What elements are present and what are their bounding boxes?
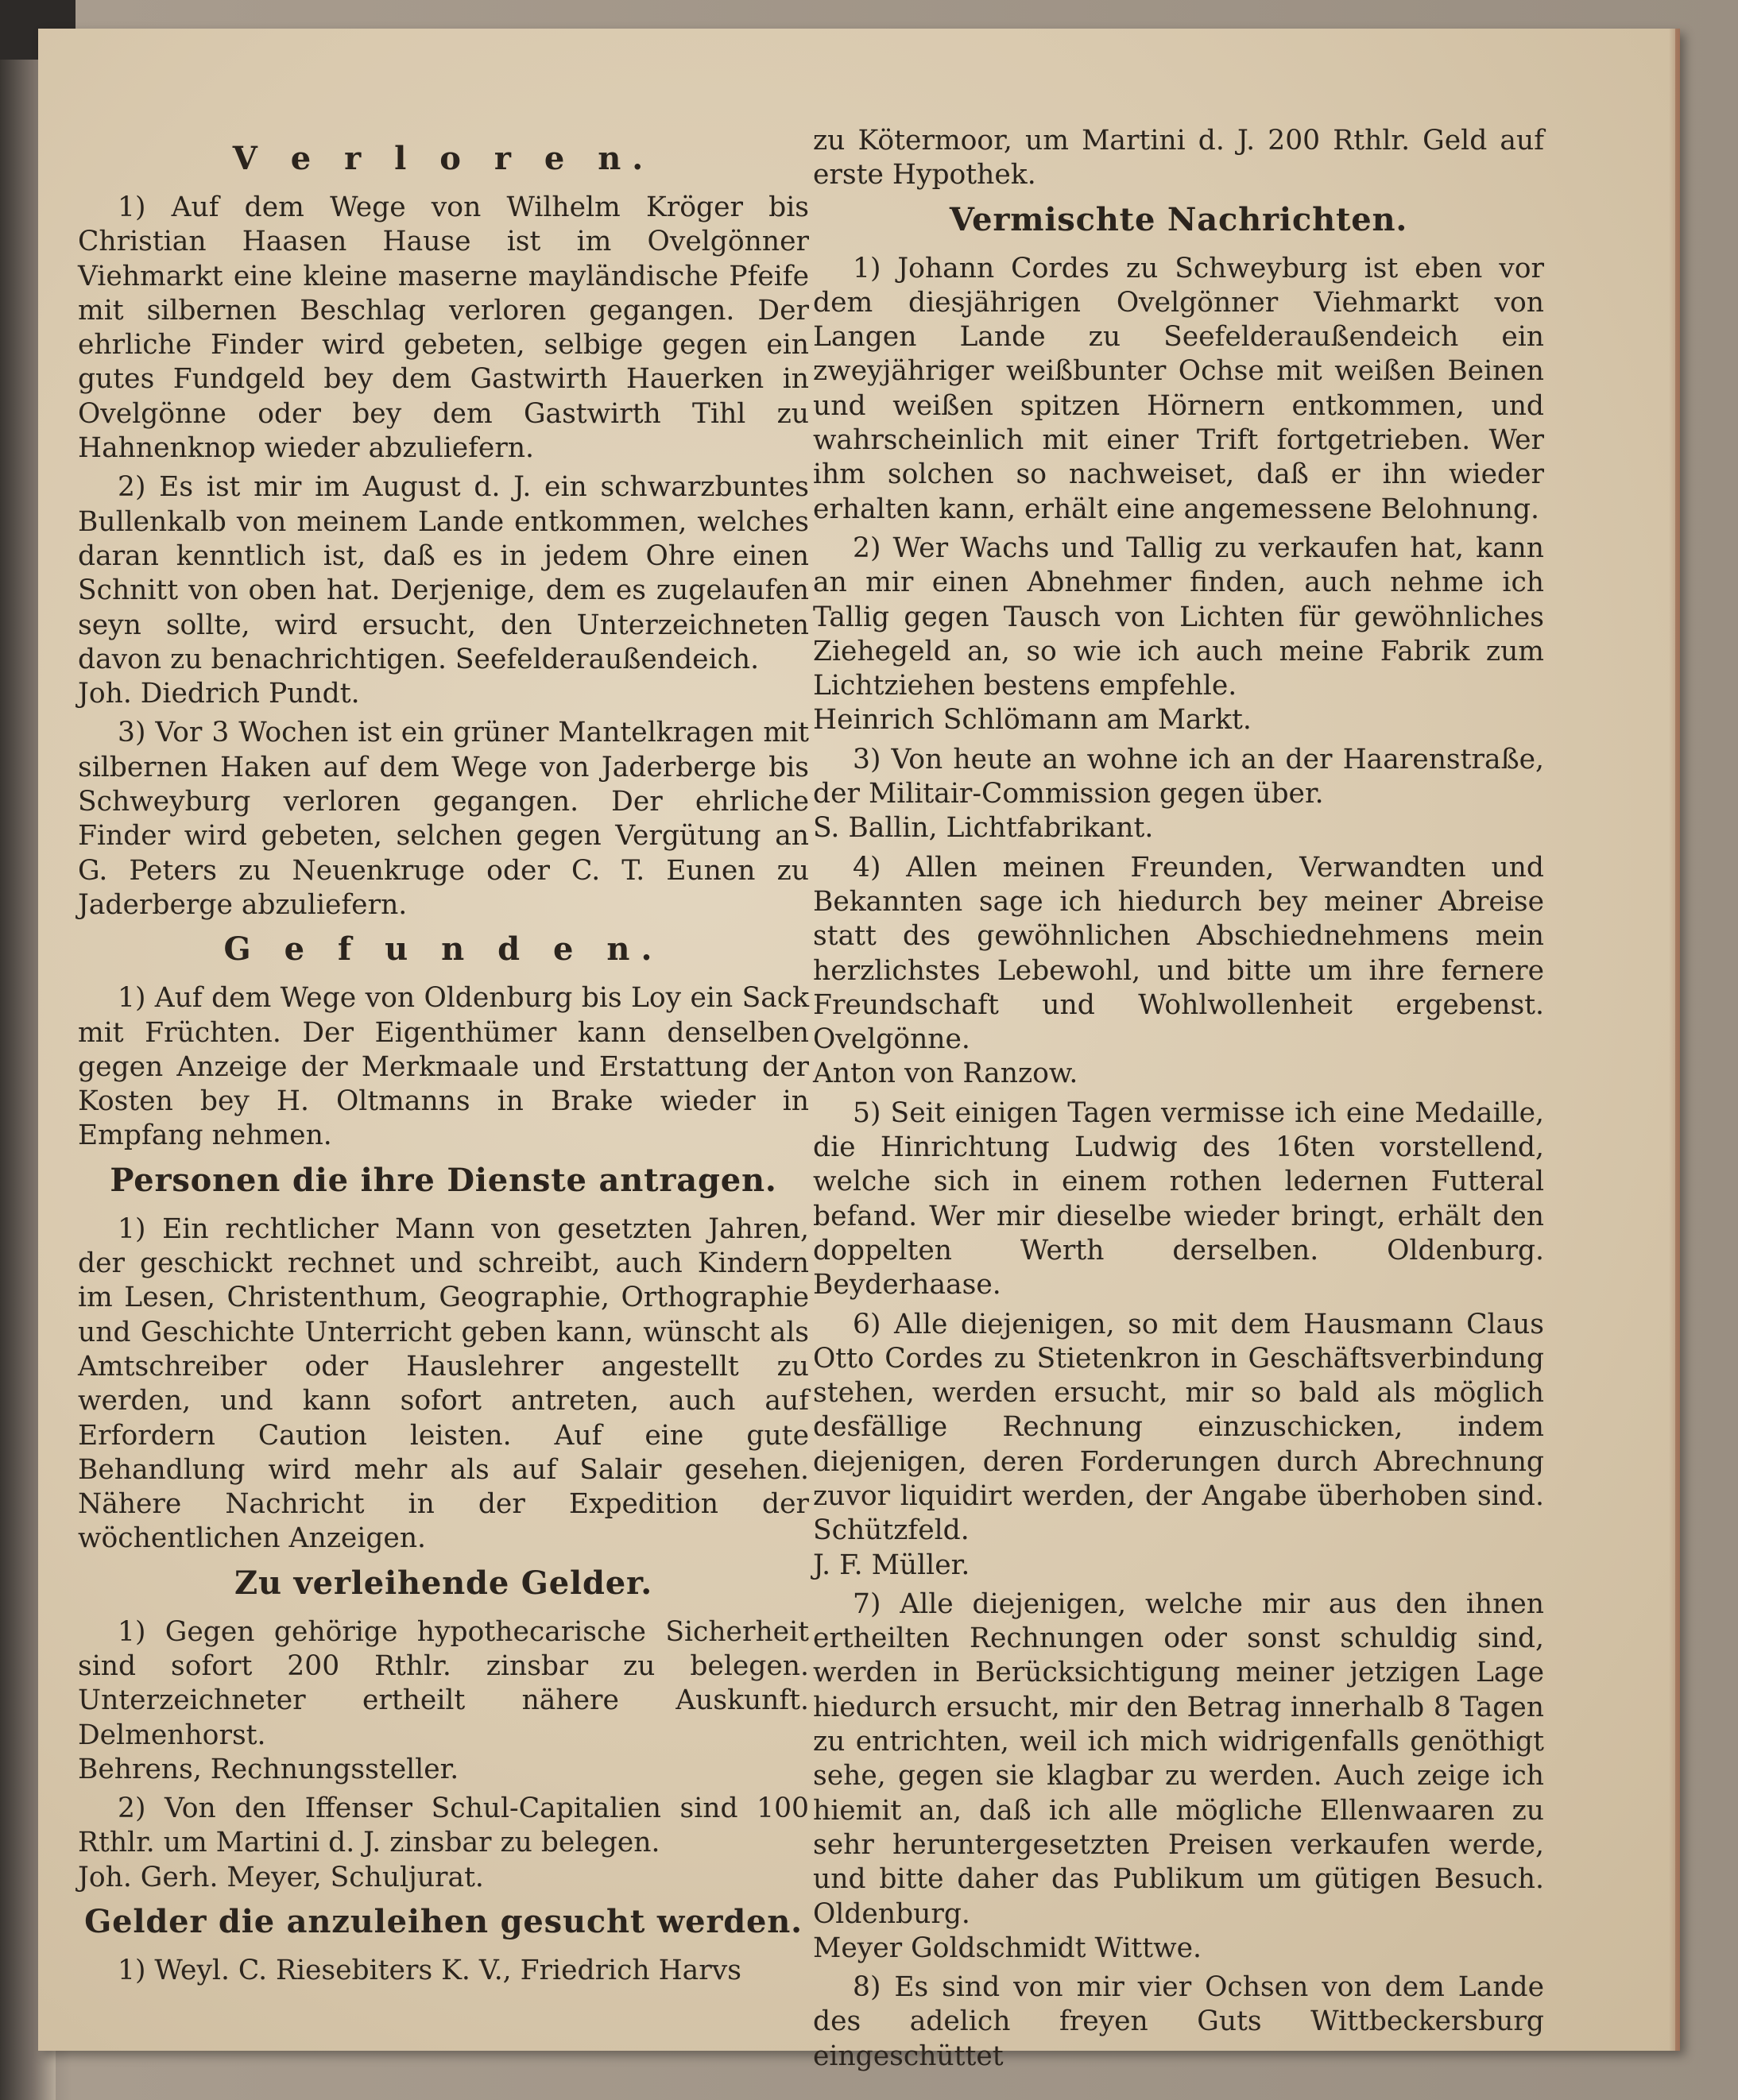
notice-text: 7) Alle diejenigen, welche mir aus den ihnen ertheilten Rechnungen oder sonst schuldig sind, werden in Berücksichtigung meiner jetzigen Lage hiedurch ersucht, mir den Betrag innerhalb 8 Tagen zu entrichten, weil ich mich widrigenfalls genöthigt sehe, gegen sie klagbar zu werden. Auch zeige ich hiemit an, daß ich alle mögliche Ellenwaaren zu sehr heruntergesetzten Preisen verkaufen werde, und bitte daher das Publikum um gütigen Besuch. Oldenburg. [813,1588,1544,1930]
notice-borrow-1 [78,1954,809,1988]
notice-text: 4) Allen meinen Freunden, Verwandten und Bekannten sage ich hiedurch bey meiner Abreise statt des gewöhnlichen Abschiednehmens mein herzlichstes Lebewohl, und bitte um ihre fernere Freundschaft und Wohlwollenheit ergebenst. Ovelgönne. [813,851,1544,1056]
notice-signature: Joh. Diedrich Pundt. [78,678,360,710]
notice-signature: Joh. Gerh. Meyer, Schuljurat. [78,1861,484,1893]
notice-misc-2 [813,532,1544,738]
heading-dienste: Personen die ihre Dienste antragen. [110,1161,777,1199]
notice-lost-1 [78,191,809,466]
notice-loan-2 [78,1792,809,1895]
notice-text: 8) Es sind von mir vier Ochsen von dem Lande des adelich freyen Guts Wittbeckersburg eingeschüttet [813,1971,1544,2072]
notice-text: 1) Johann Cordes zu Schweyburg ist eben vor dem diesjährigen Ovelgönner Viehmarkt von Langen Lande zu Seefelderaußendeich ein zweyjähriger weißbunter Ochse mit weißen Beinen und weißen spitzen Hörnern entkommen, und wahrscheinlich mit einer Trift fortgetrieben. Wer ihm solchen so nachweiset, daß er ihn wieder erhalten kann, erhält eine angemessene Belohnung. [813,252,1544,525]
notice-misc-3 [813,743,1544,846]
notice-text: 1) Gegen gehörige hypothecarische Sicherheit sind sofort 200 Rthlr. zinsbar zu belegen. Unterzeichneter ertheilt nähere Auskunft. Delmenhorst. [78,1615,809,1751]
notice-found-1 [78,981,809,1153]
notice-signature: Heinrich Schlömann am Markt. [813,704,1252,737]
notice-misc-4 [813,851,1544,1092]
heading-verloren: V e r l o r e n. [232,140,655,177]
notice-text: 2) Von den Iffenser Schul-Capitalien sind 100 Rthlr. um Martini d. J. zinsbar zu belegen. [78,1793,809,1859]
notice-signature: S. Ballin, Lichtfabrikant. [813,812,1154,845]
heading-gelder-verleihen: Zu verleihende Gelder. [234,1564,652,1602]
notice-misc-7 [813,1588,1544,1966]
heading-vermischte: Vermischte Nachrichten. [949,200,1408,238]
heading-gelder-gesucht: Gelder die anzuleihen gesucht werden. [84,1903,803,1941]
notice-signature: Behrens, Rechnungssteller. [78,1753,459,1785]
notice-text: 3) Von heute an wohne ich an der Haarenstraße, der Militair-Commission gegen über. [813,743,1544,810]
notice-continuation [813,124,1544,193]
notice-text: 2) Es ist mir im August d. J. ein schwarzbuntes Bullenkalb von meinem Lande entkommen, welches daran kenntlich ist, daß es in jedem Ohre einen Schnitt von oben hat. Derjenige, dem es zugelaufen seyn sollte, wird ersucht, den Unterzeichneten davon zu benachrichtigen. Seefelderaußendeich. [78,471,809,675]
notice-misc-6 [813,1308,1544,1583]
notice-signature: Anton von Ranzow. [813,1058,1078,1090]
notice-text: 6) Alle diejenigen, so mit dem Hausmann Claus Otto Cordes zu Stietenkron in Geschäftsverbindung stehen, werden ersucht, mir so bald als möglich desfällige Rechnung einzuschicken, indem diejenigen, deren Forderungen durch Abrechnung zuvor liquidirt werden, der Angabe überhoben sind. Schützfeld. [813,1308,1544,1547]
notice-signature: Meyer Goldschmidt Wittwe. [813,1932,1202,1964]
left-column [78,132,809,1993]
notice-text: 5) Seit einigen Tagen vermisse ich eine Medaille, die Hinrichtung Ludwig des 16ten vorstellend, welche sich in einem rothen ledernen Futteral befand. Wer mir dieselbe wieder bringt, erhält den doppelten Werth derselben. Oldenburg. Beyderhaase. [813,1096,1544,1301]
notice-loan-1 [78,1615,809,1787]
notice-misc-8 [813,1970,1544,2074]
notice-text: 1) Weyl. C. Riesebiters K. V., Friedrich Harvs [118,1955,741,1987]
notice-misc-1 [813,252,1544,527]
notice-text: 1) Auf dem Wege von Wilhelm Kröger bis Christian Haasen Hause ist im Ovelgönner Viehmarkt eine kleine maserne mayländische Pfeife mit silbernen Beschlag verloren gegangen. Der ehrliche Finder wird gebeten, selbige gegen ein gutes Fundgeld bey dem Gastwirth Hauerken in Ovelgönne oder bey dem Gastwirth Tihl zu Hahnenknop wieder abzuliefern. [78,191,809,465]
notice-lost-3 [78,716,809,922]
newspaper-page [38,29,1680,2072]
notice-misc-5 [813,1096,1544,1303]
notice-text: 1) Auf dem Wege von Oldenburg bis Loy ein Sack mit Früchten. Der Eigenthümer kann denselben gegen Anzeige der Merkmaale und Erstattung der Kosten bey H. Oltmanns in Brake wieder in Empfang nehmen. [78,982,809,1152]
notice-text: zu Kötermoor, um Martini d. J. 200 Rthlr. Geld auf erste Hypothek. [813,125,1544,191]
notice-text: 1) Ein rechtlicher Mann von gesetzten Jahren, der geschickt rechnet und schreibt, auch Kindern im Lesen, Christenthum, Geographie, Orthographie und Geschichte Unterricht geben kann, wünscht als Amtschreiber oder Hauslehrer angestellt zu werden, und kann sofort antreten, auch auf Erfordern Caution leisten. Auf eine gute Behandlung wird mehr als auf Salair gesehen. Nähere Nachricht in der Expedition der wöchentlichen Anzeigen. [78,1212,809,1555]
notice-lost-2 [78,470,809,711]
notice-text: 3) Vor 3 Wochen ist ein grüner Mantelkragen mit silbernen Haken auf dem Wege von Jaderberge bis Schweyburg verloren gegangen. Der ehrliche Finder wird gebeten, selchen gegen Vergütung an G. Peters zu Neuenkruge oder C. T. Eunen zu Jaderberge abzuliefern. [78,717,809,921]
notice-text: 2) Wer Wachs und Tallig zu verkaufen hat, kann an mir einen Abnehmer finden, auch nehme ich Tallig gegen Tausch von Lichten für gewöhnliches Ziehegeld an, so wie ich auch meine Fabrik zum Lichtziehen bestens empfehle. [813,532,1544,702]
notice-service-1 [78,1212,809,1557]
heading-gefunden: G e f u n d e n. [223,930,664,969]
notice-signature: J. F. Müller. [813,1549,970,1581]
right-column [813,124,1544,2079]
